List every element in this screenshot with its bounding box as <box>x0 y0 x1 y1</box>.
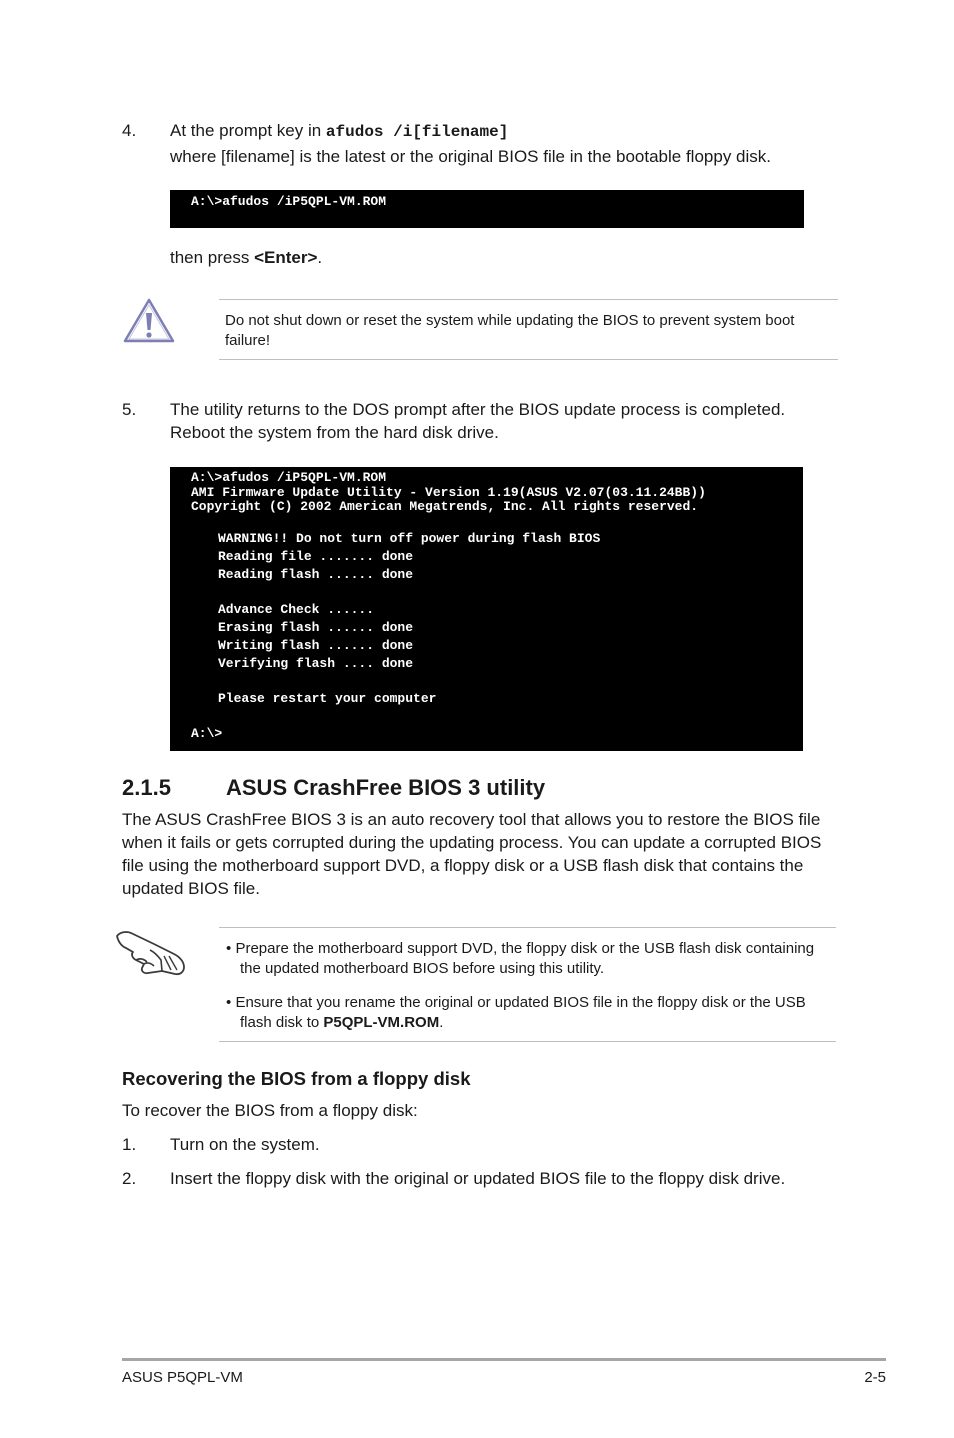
paragraph-line: file using the motherboard support DVD, a floppy disk or a USB flash disk that contains the <box>122 856 804 875</box>
terminal-box <box>170 190 804 228</box>
step-4-description: where [filename] is the latest or the original BIOS file in the bootable floppy disk. <box>170 147 771 166</box>
bullet-dot: • <box>226 994 232 1011</box>
step-number: 5. <box>122 400 137 419</box>
paragraph-line: The ASUS CrashFree BIOS 3 is an auto recovery tool that allows you to restore the BIOS file <box>122 810 821 829</box>
terminal-line: Copyright (C) 2002 American Megatrends, Inc. All rights reserved. <box>191 499 699 514</box>
terminal-line: A:\>afudos /iP5QPL-VM.ROM <box>191 470 387 485</box>
note-bullet-1 <box>226 939 814 979</box>
step-4-command: afudos /i[filename] <box>325 123 509 141</box>
terminal-line: Reading flash ...... done <box>218 567 414 582</box>
terminal-line: A:\>afudos /iP5QPL-VM.ROM <box>191 194 387 209</box>
note-bullet-2 <box>226 993 806 1033</box>
section-title: ASUS CrashFree BIOS 3 utility <box>226 775 546 800</box>
bullet-text: the updated motherboard BIOS before using this utility. <box>240 960 605 977</box>
bullet-dot: • <box>226 940 232 957</box>
step-5-line-2: Reboot the system from the hard disk drive. <box>170 423 499 442</box>
step-number: 1. <box>122 1135 137 1154</box>
bullet-text: Ensure that you rename the original or updated BIOS file in the floppy disk or the USB <box>235 994 806 1011</box>
then-press-instruction <box>170 246 322 269</box>
paragraph-line: when it fails or gets corrupted during the updating process. You can update a corrupted BIOS <box>122 833 822 852</box>
warning-triangle-icon <box>122 297 176 345</box>
warning-top-rule <box>219 299 838 300</box>
pointing-hand-icon <box>114 926 188 978</box>
enter-key: <Enter> <box>254 248 318 267</box>
terminal-line: AMI Firmware Update Utility - Version 1.19(ASUS V2.07(03.11.24BB)) <box>191 484 706 500</box>
terminal-output-box <box>170 467 803 751</box>
step-number: 2. <box>122 1169 137 1188</box>
step-4-prompt-text: At the prompt key in <box>170 121 326 140</box>
terminal-line: WARNING!! Do not turn off power during flash BIOS <box>218 531 601 546</box>
terminal-line: Writing flash ...... done <box>218 638 414 653</box>
section-paragraph <box>122 808 821 900</box>
section-number: 2.1.5 <box>122 775 171 800</box>
note-top-rule <box>219 927 836 928</box>
terminal-line: Please restart your computer <box>218 691 437 706</box>
warning-text: Do not shut down or reset the system while updating the BIOS to prevent system boot failure! <box>225 312 795 349</box>
then-press-end: . <box>317 248 323 267</box>
terminal-line: Erasing flash ...... done <box>218 620 414 635</box>
bullet-text: flash disk to <box>240 1014 324 1031</box>
recover-intro: To recover the BIOS from a floppy disk: <box>122 1101 418 1120</box>
terminal-line: Verifying flash .... done <box>218 656 414 671</box>
terminal-line: A:\> <box>191 726 223 741</box>
bullet-text-end: . <box>439 1014 444 1031</box>
warning-bottom-rule <box>219 359 838 360</box>
footer-rule <box>122 1358 886 1361</box>
footer-page-number: 2-5 <box>864 1369 886 1386</box>
then-press-text: then press <box>170 248 255 267</box>
note-bottom-rule <box>219 1041 836 1042</box>
terminal-line: Reading file ....... done <box>218 549 414 564</box>
step-4-prompt <box>170 119 508 144</box>
paragraph-line: updated BIOS file. <box>122 879 260 898</box>
step-number: 4. <box>122 121 137 140</box>
filename-bold: P5QPL-VM.ROM <box>323 1014 440 1031</box>
recover-step-2: Insert the floppy disk with the original or updated BIOS file to the floppy disk drive. <box>170 1169 786 1188</box>
step-5-line-1: The utility returns to the DOS prompt after the BIOS update process is completed. <box>170 400 786 419</box>
footer-product-name: ASUS P5QPL-VM <box>122 1369 243 1386</box>
terminal-line: Advance Check ...... <box>218 602 375 617</box>
bullet-text: Prepare the motherboard support DVD, the floppy disk or the USB flash disk containing <box>235 940 815 957</box>
subsection-heading: Recovering the BIOS from a floppy disk <box>122 1068 471 1089</box>
recover-step-1: Turn on the system. <box>170 1135 320 1154</box>
